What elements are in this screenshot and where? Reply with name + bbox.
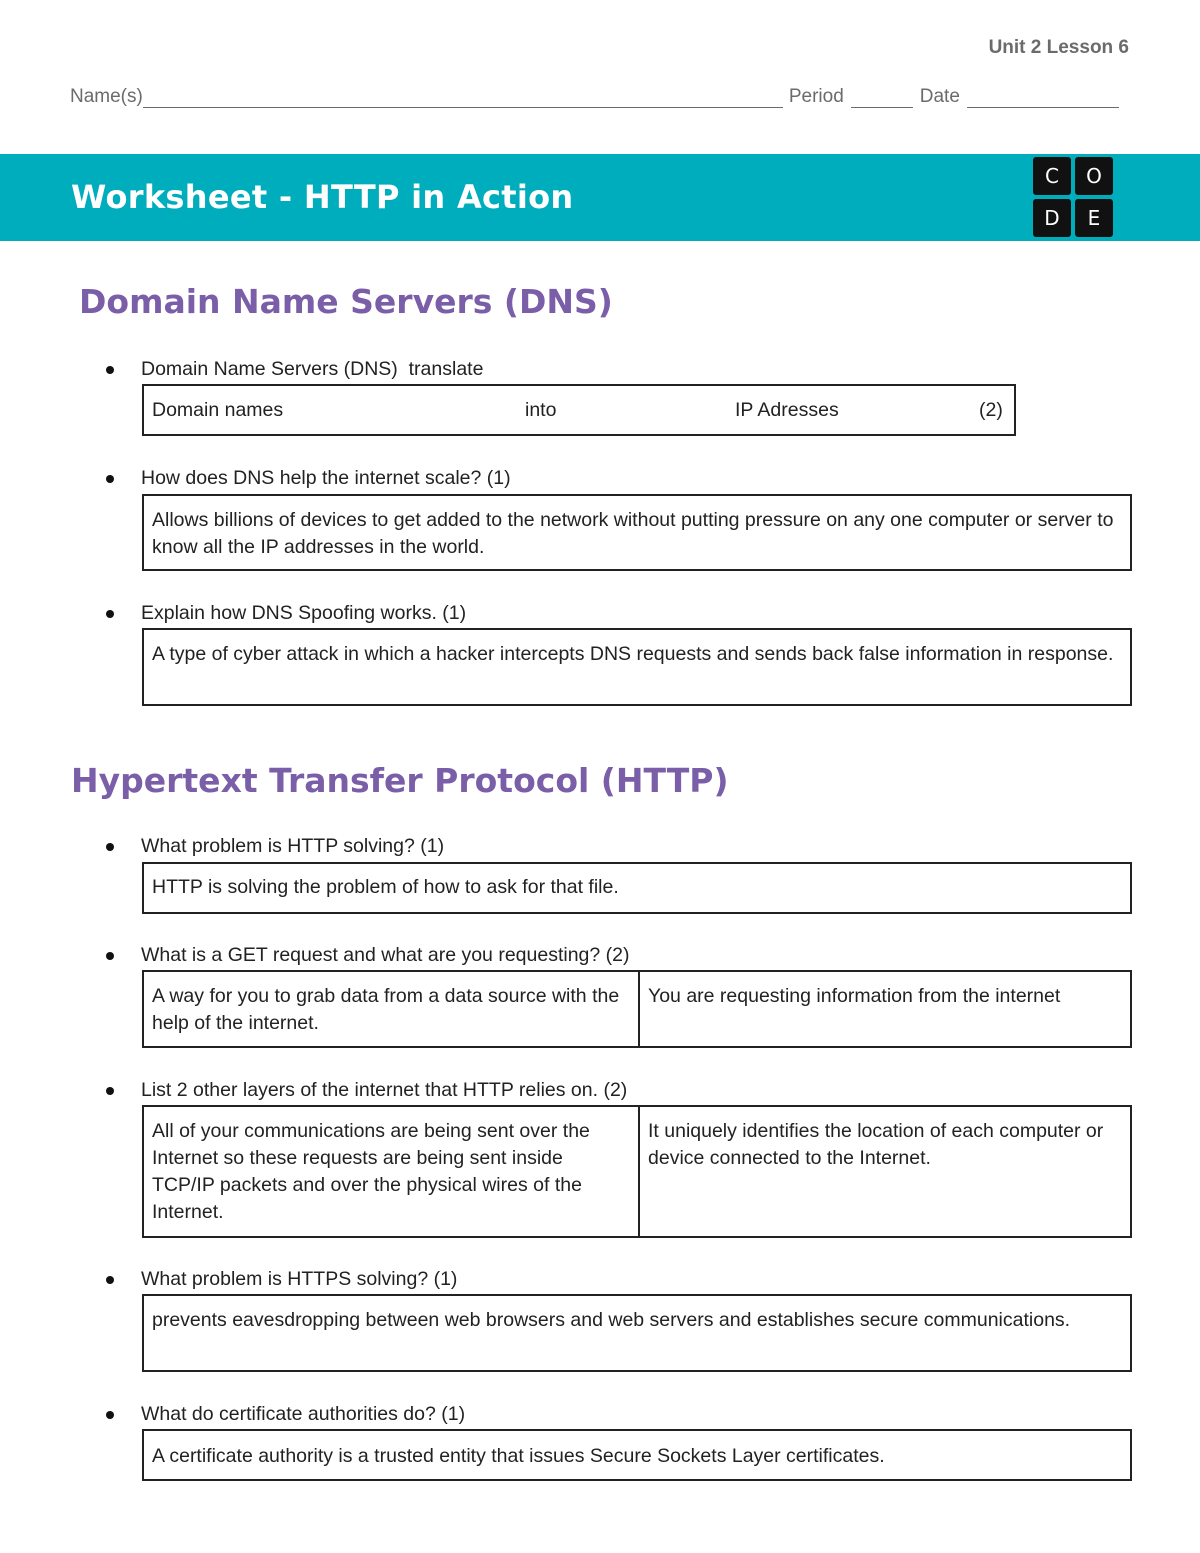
code-logo xyxy=(1033,157,1115,239)
dns-answer-box-3[interactable] xyxy=(142,628,1132,706)
answer-left-text: All of your communications are being sent over the Internet so these requests are being sent inside TCP/IP packets and over the physical wires of the Internet. xyxy=(152,1120,590,1223)
dns-section-title: Domain Name Servers (DNS) xyxy=(79,282,613,321)
dns-question-3 xyxy=(106,602,466,625)
answer-left-text: A way for you to grab data from a data source with the help of the internet. xyxy=(152,985,620,1034)
http-question-1 xyxy=(106,835,444,858)
question-text: List 2 other layers of the internet that HTTP relies on. (2) xyxy=(141,1079,628,1101)
question-text: What is a GET request and what are you requesting? (2) xyxy=(141,944,630,966)
http-answer-box-3[interactable] xyxy=(142,1105,1132,1238)
name-label: Name(s) xyxy=(70,86,143,107)
bullet-icon xyxy=(106,475,114,483)
http-question-3 xyxy=(106,1079,627,1102)
bullet-icon xyxy=(106,952,114,960)
question-text: What problem is HTTP solving? (1) xyxy=(141,835,445,857)
question-text: What problem is HTTPS solving? (1) xyxy=(141,1268,458,1290)
bullet-icon xyxy=(106,366,114,374)
bullet-icon xyxy=(106,1411,114,1419)
answer-text: A certificate authority is a trusted entity that issues Secure Sockets Layer certificates. xyxy=(152,1445,885,1467)
http-question-2 xyxy=(106,944,629,967)
date-label: Date xyxy=(919,86,960,107)
dns-question-1 xyxy=(106,358,483,381)
dns-answer-box-2[interactable] xyxy=(142,494,1132,571)
title-banner xyxy=(0,154,1200,241)
dns-answer-box-1[interactable] xyxy=(142,384,1016,436)
answer-text: HTTP is solving the problem of how to ask for that file. xyxy=(152,876,619,898)
logo-letter: E xyxy=(1075,199,1113,237)
http-answer-box-5[interactable] xyxy=(142,1429,1132,1481)
worksheet-title: Worksheet - HTTP in Action xyxy=(71,178,574,216)
answer-into: into xyxy=(525,398,557,421)
bullet-icon xyxy=(106,1087,114,1095)
unit-lesson-label: Unit 2 Lesson 6 xyxy=(988,37,1129,58)
http-section-title: Hypertext Transfer Protocol (HTTP) xyxy=(71,761,729,800)
points-label: (2) xyxy=(979,398,1003,421)
period-label: Period xyxy=(788,86,844,107)
question-text: What do certificate authorities do? (1) xyxy=(141,1403,466,1425)
answer-right-text: You are requesting information from the internet xyxy=(638,972,1130,1046)
http-answer-box-2[interactable] xyxy=(142,970,1132,1048)
question-text: Explain how DNS Spoofing works. (1) xyxy=(141,602,467,624)
date-field[interactable] xyxy=(967,87,1119,108)
question-text: How does DNS help the internet scale? (1) xyxy=(141,467,511,489)
name-field[interactable] xyxy=(143,87,783,108)
answer-from: Domain names xyxy=(152,398,284,421)
bullet-icon xyxy=(106,610,114,618)
logo-letter: C xyxy=(1033,157,1071,195)
answer-text: A type of cyber attack in which a hacker intercepts DNS requests and sends back false information in response. xyxy=(152,643,1114,665)
bullet-icon xyxy=(106,1276,114,1284)
answer-text: Allows billions of devices to get added to the network without putting pressure on any one computer or server to know all the IP addresses in the world. xyxy=(152,509,1114,558)
http-question-5 xyxy=(106,1403,465,1426)
bullet-icon xyxy=(106,843,114,851)
period-field[interactable] xyxy=(851,87,913,108)
http-answer-box-1[interactable] xyxy=(142,862,1132,914)
answer-text: prevents eavesdropping between web browsers and web servers and establishes secure communications. xyxy=(152,1309,1071,1331)
logo-letter: O xyxy=(1075,157,1113,195)
question-text: Domain Name Servers (DNS) translate xyxy=(141,358,484,380)
logo-letter: D xyxy=(1033,199,1071,237)
answer-right-text: It uniquely identifies the location of each computer or device connected to the Internet. xyxy=(638,1107,1130,1236)
http-question-4 xyxy=(106,1268,457,1291)
student-info-line xyxy=(70,86,1128,108)
dns-question-2 xyxy=(106,467,511,490)
answer-to: IP Adresses xyxy=(735,398,839,421)
http-answer-box-4[interactable] xyxy=(142,1294,1132,1372)
